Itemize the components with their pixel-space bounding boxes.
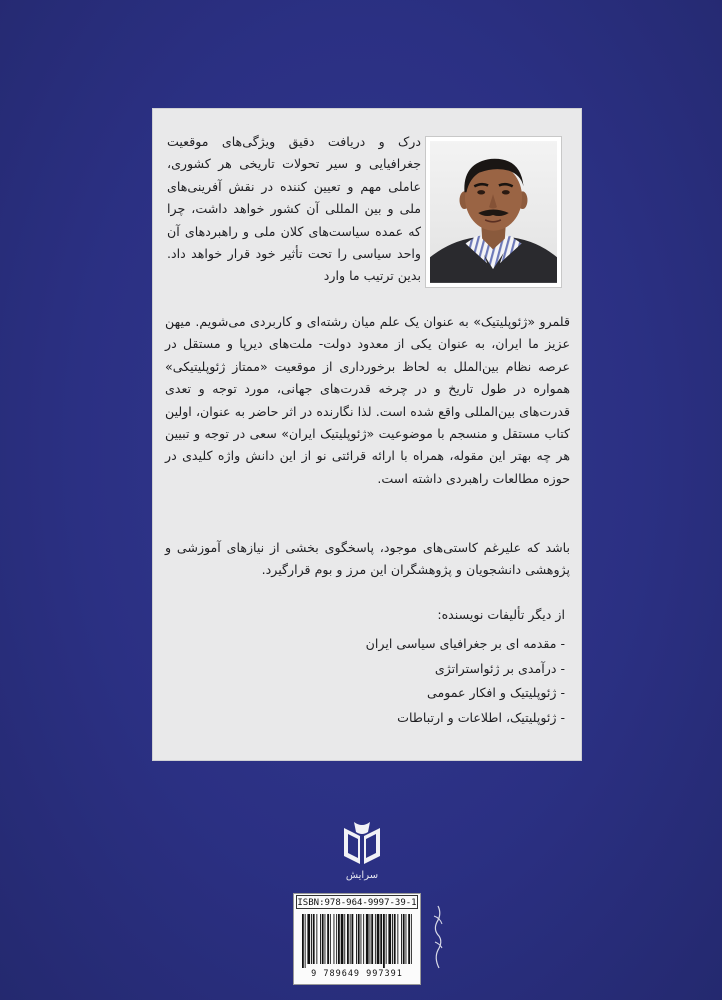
- barcode-bar: [386, 914, 387, 964]
- barcode-bar: [325, 914, 326, 964]
- other-work-item: - درآمدی بر ژئواستراتژی: [434, 660, 565, 676]
- closing-paragraph: باشد که علیرغم کاستی‌های موجود، پاسخگوی بخشی از نیازهای آموزشی و پژوهشی دانشجویان و پژوهشگران این مرز و بوم قرارگیرد.: [165, 540, 570, 578]
- barcode-bar: [363, 914, 364, 964]
- barcode-bar: [380, 914, 382, 964]
- barcode-bar: [377, 914, 380, 964]
- barcode-bar: [361, 914, 362, 964]
- barcode-bar: [366, 914, 369, 964]
- barcode-bar: [350, 914, 351, 964]
- barcode-bar: [370, 914, 371, 964]
- barcode-bar: [330, 914, 331, 964]
- body-paragraph: قلمرو «ژئوپلیتیک» به عنوان یک علم میان رشته‌ای و کاربردی می‌شویم. میهن عزیز ما ایران، به عنوان یکی از معدود دولت- ملت‌های دیرپا و مستقل در عرصه نظام بین‌الملل به لحاظ برخورداری از موقعیت «ممتاز ژئوپلیتیکی» همواره در طول تاریخ و در چرخه قدرت‌های جهانی، مورد توجه و تعدی قدرت‌های بین‌المللی واقع شده است. لذا نگارنده در اثر حاضر به عنوان، اولین کتاب مستقل و منسجم با موضوعیت «ژئوپلیتیک ایران» سعی در توجه و تبیین هر چه بهتر این مقوله، همراه با ارائه قرائتی نو از این دانش واژه کلیدی در حوزه مطالعات راهبردی داشته است.: [165, 314, 570, 486]
- text-panel: [152, 108, 582, 761]
- barcode-bar: [388, 914, 391, 964]
- barcode-bar: [408, 914, 410, 964]
- barcode-bar: [352, 914, 354, 964]
- isbn-digits: 9 789649 997391: [311, 969, 403, 979]
- other-works-list: [265, 632, 565, 730]
- other-work-item: - ژئوپلیتیک و افکار عمومی: [426, 685, 565, 701]
- barcode-bar: [344, 914, 345, 964]
- barcode-bar: [383, 914, 385, 968]
- barcode-bar: [371, 914, 373, 964]
- isbn-barcode-block: [293, 893, 421, 985]
- barcode-bar: [403, 914, 405, 964]
- author-photo: [425, 136, 562, 288]
- barcode-bar: [375, 914, 376, 964]
- other-work-item: - ژئوپلیتیک، اطلاعات و ارتباطات: [397, 709, 565, 725]
- barcode-bar: [322, 914, 324, 964]
- signature-mark: [430, 902, 446, 972]
- barcode-bar: [327, 914, 329, 964]
- barcode-bar: [316, 914, 317, 964]
- author-portrait-image: [430, 141, 557, 283]
- barcode-bar: [406, 914, 407, 964]
- intro-paragraph: درک و دریافت دقیق ویژگی‌های موقعیت جغرافیایی و سیر تحولات تاریخی هر کشوری، عاملی مهم و تعیین کننده در نقش آفرینی‌های ملی و بین المللی آن کشور خواهد داشت، چرا که عمده سیاست‌های کلان ملی و راهبردهای آن واحد سیاسی را تحت تأثیر خود قرار خواهد داد. بدین ترتیب ما وارد: [167, 134, 421, 284]
- barcode-bar: [311, 914, 312, 964]
- barcode-bar: [334, 914, 335, 964]
- barcode-bar: [307, 914, 310, 964]
- isbn-label: ISBN:978-964-9997-39-1: [296, 895, 418, 909]
- barcode-bar: [401, 914, 402, 964]
- barcode-bar: [341, 914, 344, 964]
- barcode-bar: [338, 914, 340, 964]
- barcode-bar: [313, 914, 315, 964]
- publisher-logo-icon: [338, 818, 386, 874]
- barcode-bar: [358, 914, 360, 964]
- barcode-bar: [320, 914, 321, 964]
- publisher-name: سرایش: [345, 870, 379, 881]
- barcode-bar: [336, 914, 337, 964]
- barcode-bar: [356, 914, 357, 964]
- barcode-bar: [392, 914, 393, 964]
- barcode-bar: [411, 914, 412, 964]
- barcode-bar: [347, 914, 349, 964]
- barcode-bar: [397, 914, 398, 964]
- barcode-bar: [305, 914, 306, 968]
- barcode-image: [300, 914, 414, 968]
- barcode-bar: [302, 914, 304, 968]
- other-works-heading: از دیگر تألیفات نویسنده:: [437, 607, 565, 622]
- barcode-bar: [394, 914, 396, 964]
- other-work-item: - مقدمه ای بر جغرافیای سیاسی ایران: [365, 636, 565, 651]
